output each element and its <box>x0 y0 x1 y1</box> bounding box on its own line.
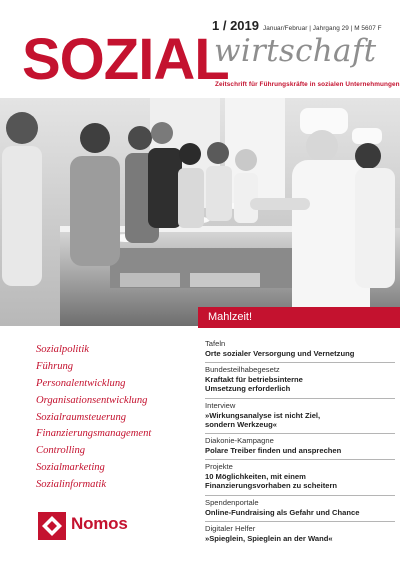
issue-meta: Januar/Februar | Jahrgang 29 | M 5607 F <box>263 25 382 32</box>
article-headline: Finanzierungsvorhaben zu scheitern <box>205 481 338 491</box>
topic-item: Finanzierungsmanagement <box>36 428 152 440</box>
article-teaser <box>205 436 395 455</box>
divider <box>205 521 395 522</box>
divider <box>205 362 395 363</box>
divider <box>205 459 395 460</box>
topic-item: Sozialpolitik <box>36 344 89 355</box>
magazine-subtitle: Zeitschrift für Führungskräfte in sozialen Unternehmungen <box>215 81 400 88</box>
article-teaser <box>205 339 395 358</box>
article-kicker: Tafeln <box>205 339 226 348</box>
article-kicker: Interview <box>205 401 236 410</box>
publisher-name: Nomos <box>71 514 128 533</box>
cover-photo <box>0 98 400 326</box>
article-headline: 10 Möglichkeiten, mit einem <box>205 471 306 481</box>
article-teaser <box>205 401 395 430</box>
issue-line <box>212 18 386 33</box>
publisher-logo <box>38 510 148 544</box>
topic-item: Sozialinformatik <box>36 479 107 491</box>
article-headline: sondern Werkzeug« <box>205 420 278 430</box>
logo-sozial: SOZIAL <box>22 27 229 92</box>
article-kicker: Bundesteilhabegesetz <box>205 365 280 374</box>
article-kicker: Digitaler Helfer <box>205 524 256 533</box>
article-teaser <box>205 462 395 491</box>
issue-number: 1 / 2019 <box>212 18 259 33</box>
article-headline: Kraftakt für betriebsinterne <box>205 374 303 384</box>
topic-item: Sozialraumsteuerung <box>36 411 127 423</box>
divider <box>205 398 395 399</box>
article-teaser <box>205 524 395 543</box>
topic-item: Organisationsentwicklung <box>36 394 148 406</box>
topic-list <box>36 342 151 494</box>
article-kicker: Spendenportale <box>205 498 259 507</box>
topic-item: Personalentwicklung <box>36 377 126 389</box>
divider <box>205 433 395 434</box>
article-headline: »Wirkungsanalyse ist nicht Ziel, <box>205 410 321 420</box>
photo-caption: Mahlzeit! <box>208 311 253 323</box>
nomos-mark-icon <box>38 512 66 540</box>
logo-wirtschaft: wirtschaft <box>214 33 377 69</box>
article-headline: »Spieglein, Spieglein an der Wand« <box>205 533 333 543</box>
article-headline: Online-Fundraising als Gefahr und Chance <box>205 507 360 517</box>
article-headline: Umsetzung erforderlich <box>205 384 291 394</box>
topic-item: Führung <box>36 360 74 372</box>
article-kicker: Diakonie-Kampagne <box>205 436 274 445</box>
article-teaser <box>205 498 395 517</box>
topic-item: Sozialmarketing <box>36 462 105 474</box>
article-teaser <box>205 365 395 394</box>
article-headline: Orte sozialer Versorgung und Vernetzung <box>205 348 355 358</box>
article-headline: Polare Treiber finden und ansprechen <box>205 445 342 455</box>
divider <box>205 495 395 496</box>
topic-item: Controlling <box>36 445 86 457</box>
article-kicker: Projekte <box>205 462 233 471</box>
cover-photo-illustration <box>0 98 400 326</box>
